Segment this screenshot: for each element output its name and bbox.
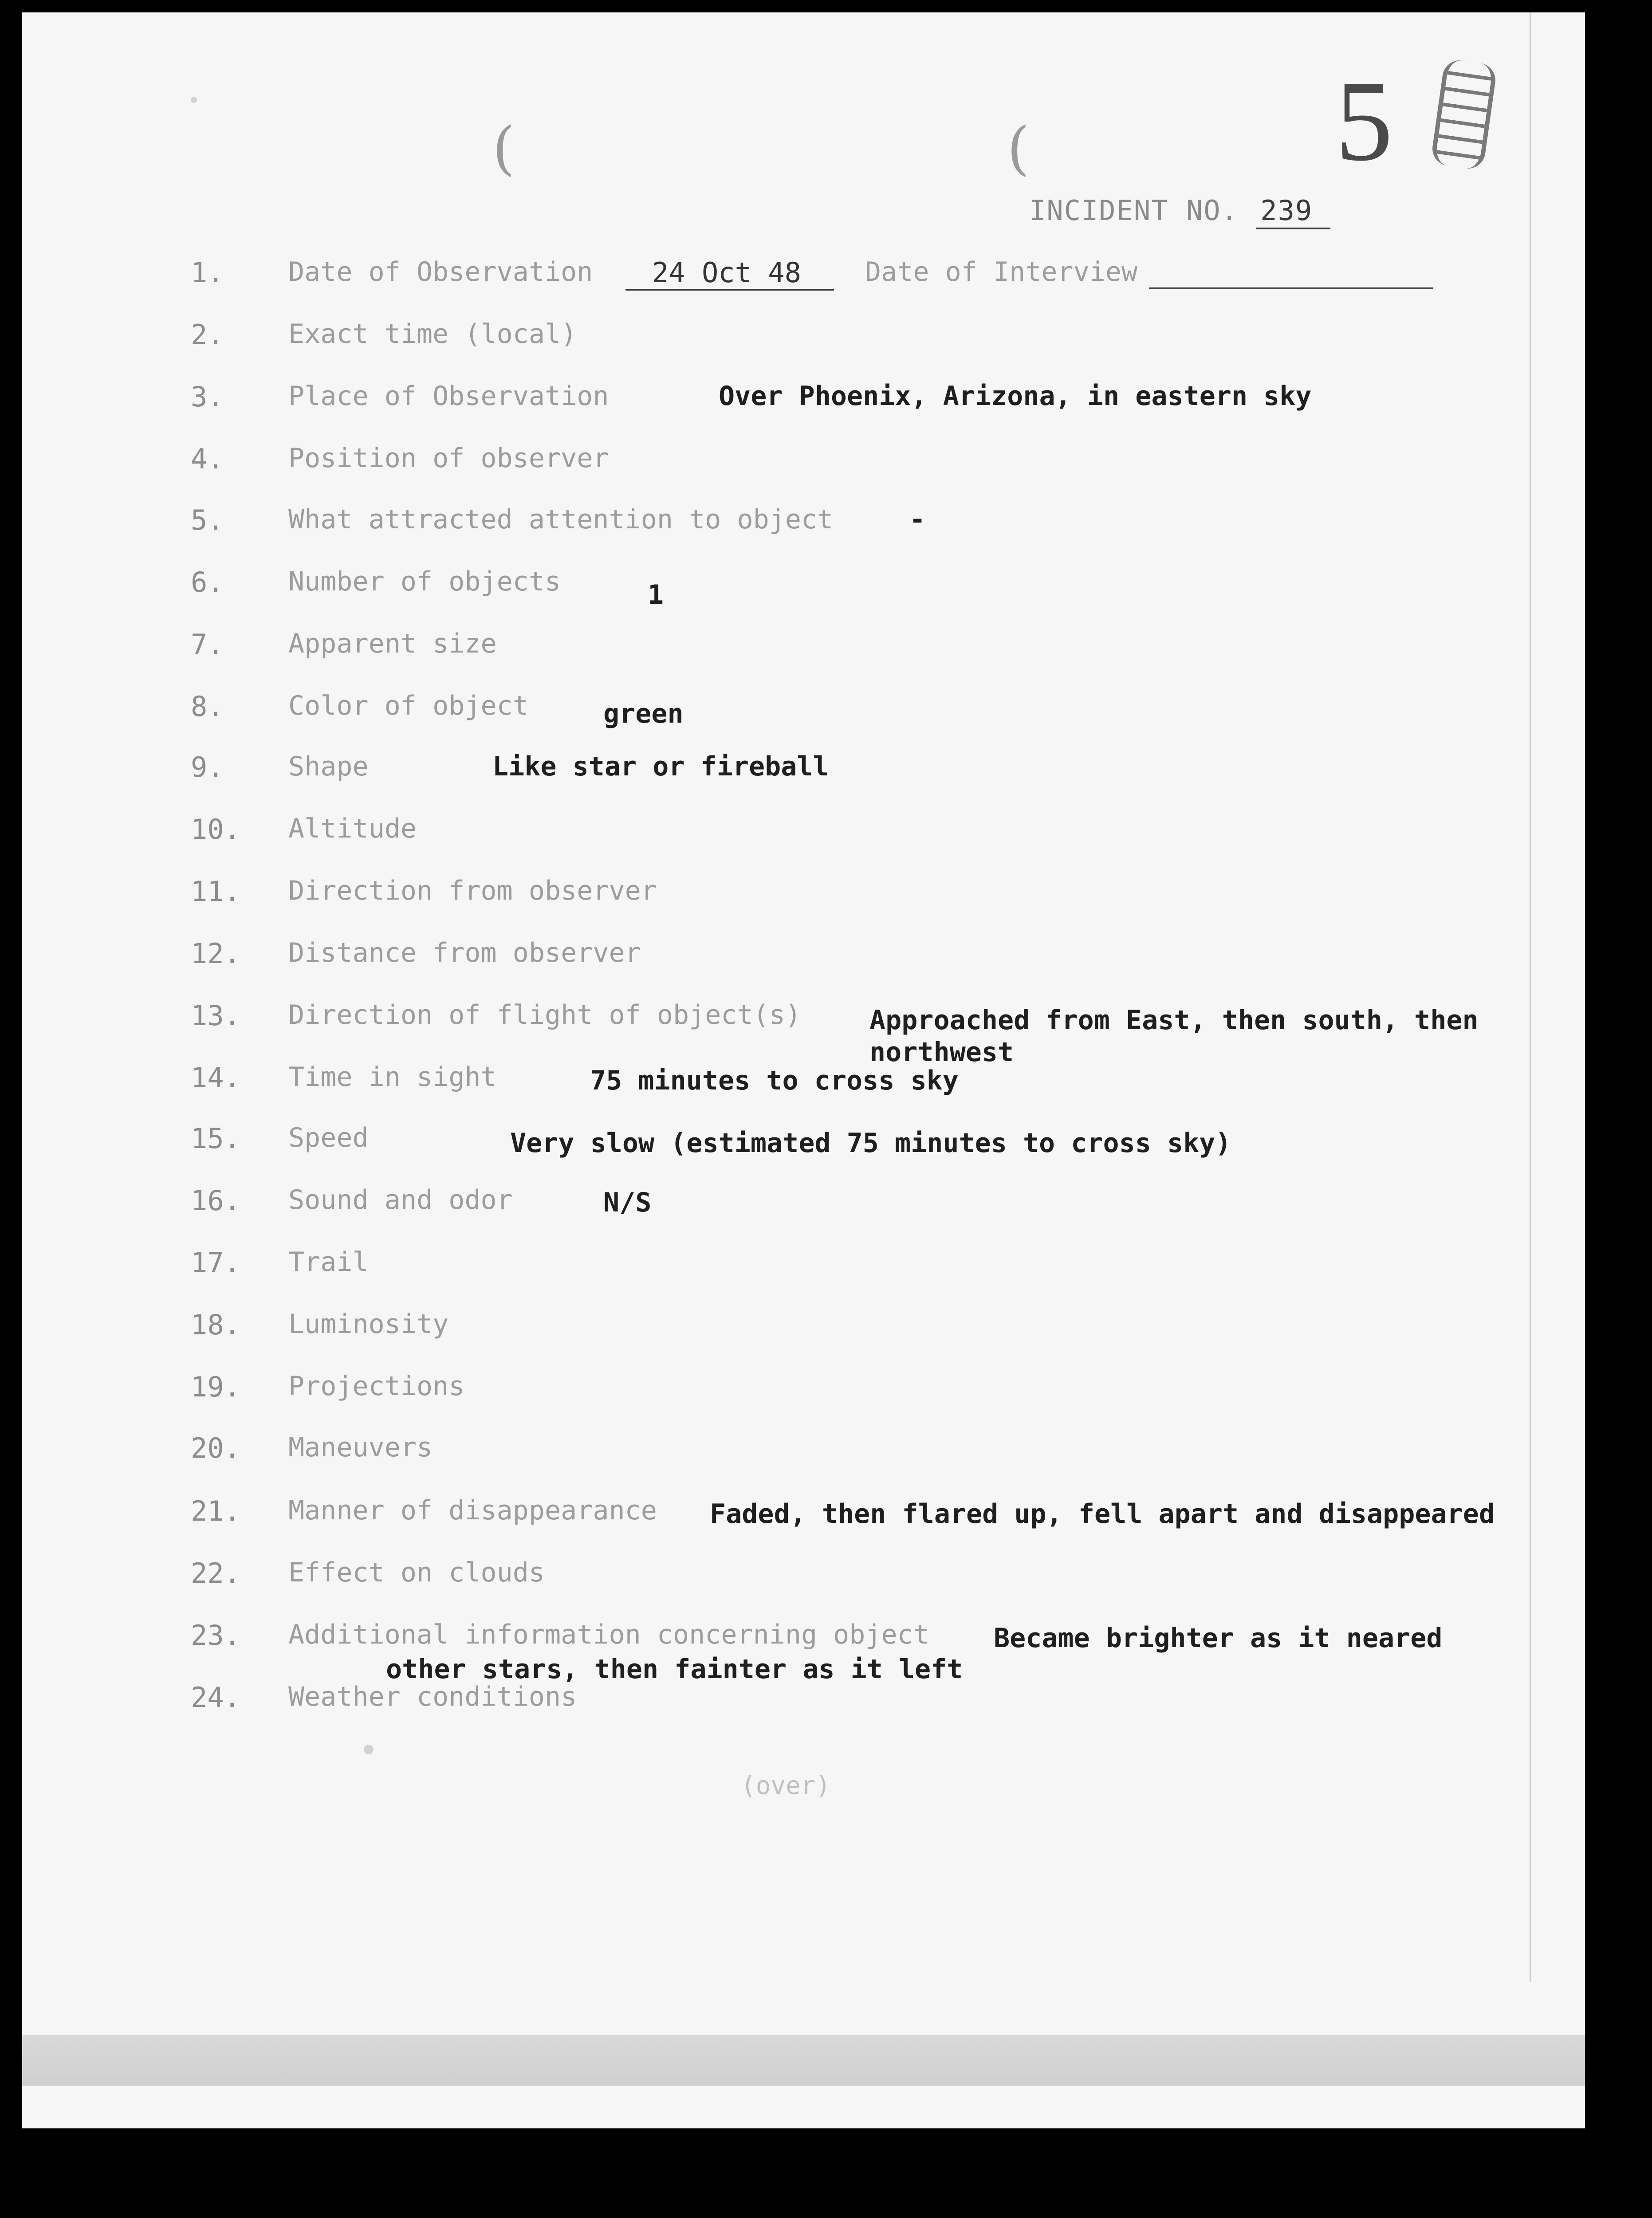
form-row-20 [22,1432,1585,1472]
row-answer: Approached from East, then south, then [869,1005,1479,1036]
interview-date-label: Date of Interview [865,256,1138,287]
punch-mark-left: ( [492,114,515,182]
form-row-24 [22,1681,1585,1721]
row-answer: Very slow (estimated 75 minutes to cross sky) [510,1128,1231,1159]
form-row-4 [22,443,1585,483]
form-row-18 [22,1309,1585,1349]
form-row-19 [22,1371,1585,1411]
observation-date: 24 Oct 48 [625,256,834,291]
incident-number: 239 [1256,194,1330,229]
page-bottom-shadow [22,2035,1585,2086]
form-row-6 [22,566,1585,610]
form-row-5 [22,504,1585,544]
form-row-2 [22,319,1585,358]
row-label: Time in sight [288,1062,497,1093]
form-row-1 [22,256,1585,296]
row-number: 13. [191,999,240,1032]
row-number: 11. [191,875,240,908]
row-answer: 75 minutes to cross sky [590,1065,959,1096]
row-label: Effect on clouds [288,1557,545,1588]
row-label: Luminosity [288,1309,449,1340]
row-number: 10. [191,813,240,846]
row-number: 6. [191,566,224,598]
row-answer: Became brighter as it neared [994,1623,1443,1654]
row-answer: Over Phoenix, Arizona, in eastern sky [719,381,1312,412]
row-label: Number of objects [288,566,561,597]
incident-header [1029,194,1330,227]
row-number: 19. [191,1371,240,1403]
row-label: Weather conditions [288,1681,577,1712]
form-row-17 [22,1247,1585,1286]
row-label: Altitude [288,813,417,844]
row-answer: N/S [603,1187,652,1218]
form-row-10 [22,813,1585,853]
row-number: 5. [191,504,224,536]
row-number: 4. [191,443,224,475]
row-number: 9. [191,751,224,783]
row-number: 20. [191,1432,240,1464]
form-row-22 [22,1557,1585,1597]
row-number: 17. [191,1247,240,1279]
row-answer: green [603,698,684,729]
row-number: 16. [191,1184,240,1217]
row-label: Trail [288,1247,369,1278]
row-answer: 1 [648,579,664,610]
ink-speck [191,97,197,103]
row-answer: Faded, then flared up, fell apart and disappeared [710,1498,1495,1530]
row-answer-continued: northwest [869,1037,1014,1068]
row-label: Projections [288,1371,465,1402]
row-number: 7. [191,628,224,661]
form-row-9 [22,751,1585,791]
incident-label: INCIDENT NO. [1029,194,1239,227]
row-label: What attracted attention to object [288,504,834,535]
over-note: (over) [741,1771,831,1800]
row-label: Direction of flight of object(s) [288,999,801,1030]
row-label: Shape [288,751,369,782]
form-row-16 [22,1184,1585,1224]
form-row-3 [22,381,1585,421]
row-number: 23. [191,1619,240,1652]
row-label: Color of object [288,690,529,721]
form-row-11 [22,875,1585,915]
coil-stamp-icon [1430,58,1498,171]
row-number: 18. [191,1309,240,1341]
row-label: Exact time (local) [288,319,577,350]
row-label: Position of observer [288,443,609,474]
row-number: 15. [191,1122,240,1155]
row-number: 2. [191,319,224,351]
row-label: Sound and odor [288,1184,513,1215]
row-number: 8. [191,690,224,723]
row-label: Additional information concerning object [288,1619,929,1650]
interview-date-blank [1149,287,1433,289]
row-label: Date of Observation [288,256,593,287]
row-answer-continued: other stars, then fainter as it left [386,1654,963,1685]
row-number: 1. [191,256,224,289]
form-row-12 [22,937,1585,977]
document-page [22,12,1585,2128]
row-label: Apparent size [288,628,497,659]
form-row-13 [22,999,1585,1068]
form-row-7 [22,628,1585,668]
row-number: 14. [191,1062,240,1094]
ink-speck [364,1745,374,1754]
row-label: Maneuvers [288,1432,433,1463]
row-number: 22. [191,1557,240,1589]
form-row-14 [22,1062,1585,1101]
row-label: Distance from observer [288,937,641,968]
row-label: Direction from observer [288,875,657,906]
row-answer: Like star or fireball [492,751,829,782]
row-label: Manner of disappearance [288,1495,657,1526]
handwritten-serial-mark: 5 [1335,57,1393,185]
form-row-8 [22,690,1585,730]
form-row-21 [22,1495,1585,1535]
punch-mark-right: ( [1007,114,1030,182]
row-number: 3. [191,381,224,413]
row-number: 24. [191,1681,240,1714]
row-number: 12. [191,937,240,970]
form-row-15 [22,1122,1585,1162]
row-label: Speed [288,1122,369,1153]
row-number: 21. [191,1495,240,1527]
row-answer: - [909,504,926,535]
form-row-23 [22,1619,1585,1685]
row-label: Place of Observation [288,381,609,412]
